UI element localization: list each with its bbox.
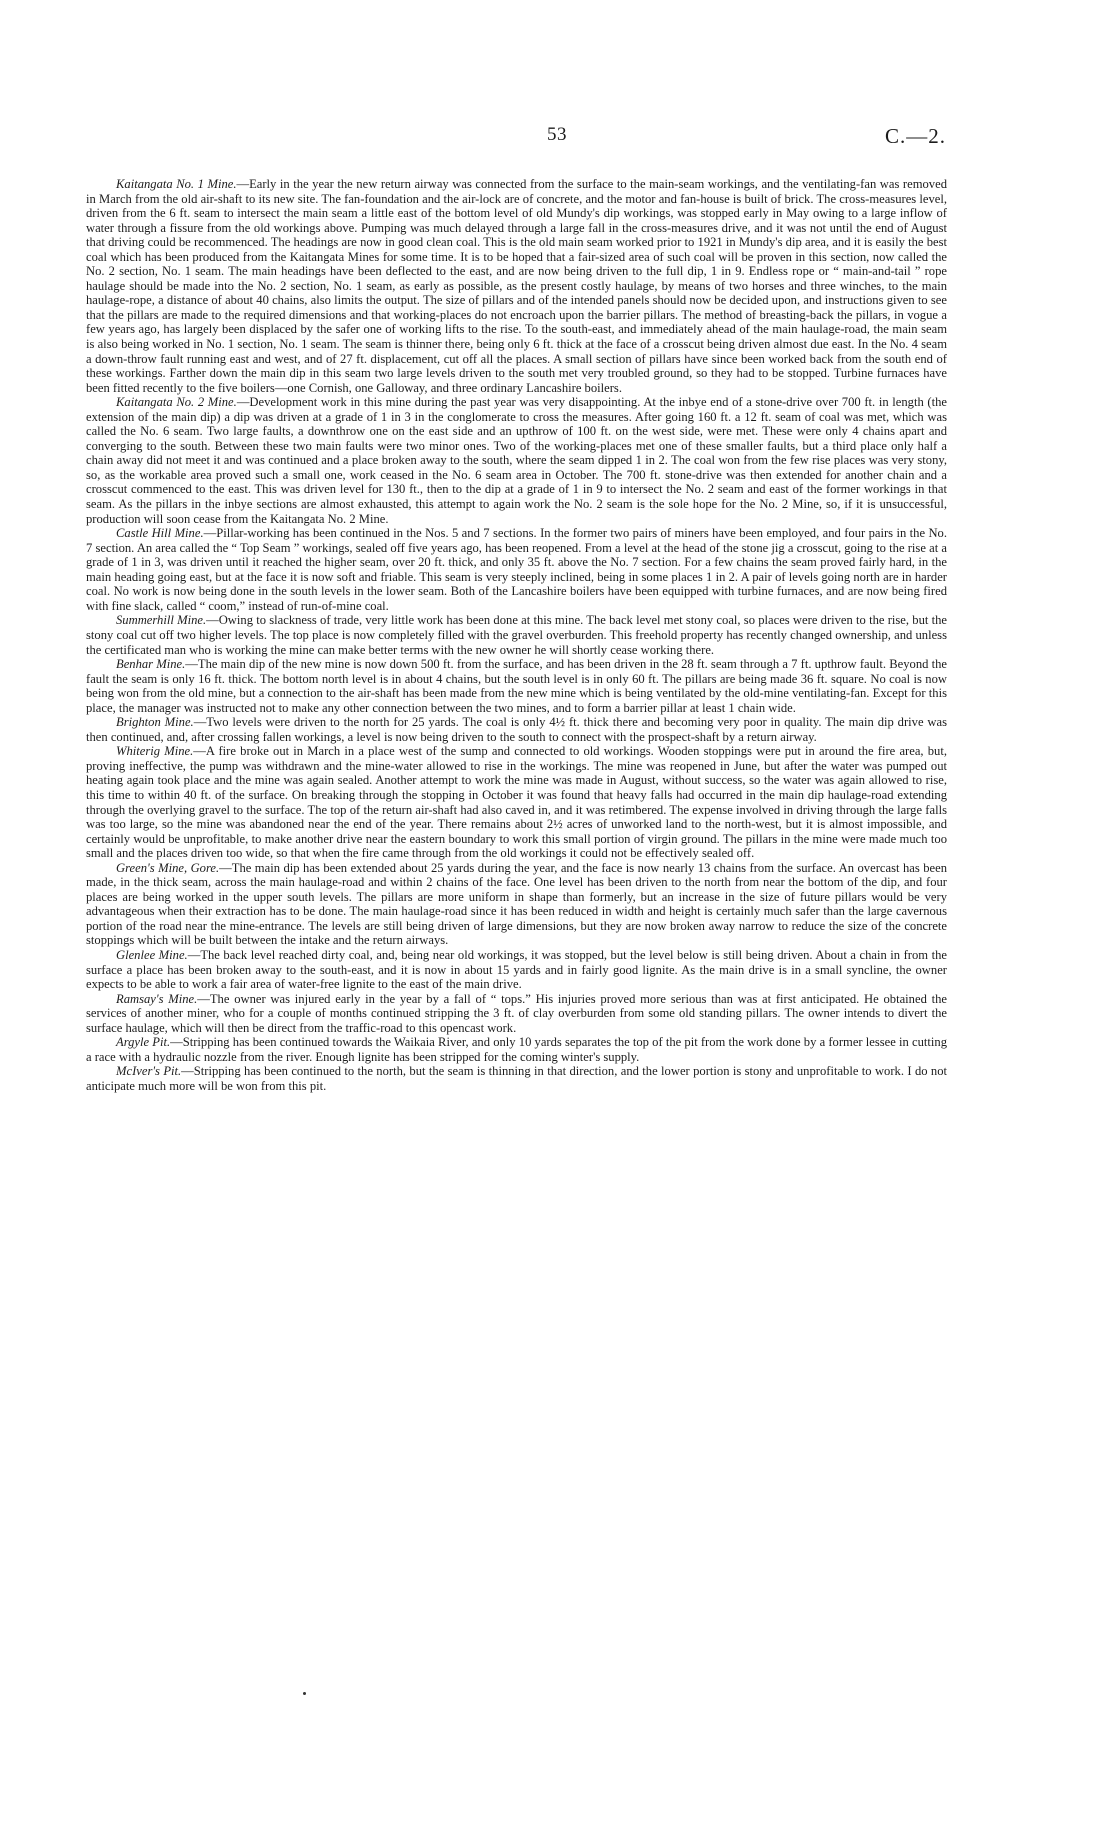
mine-name: Kaitangata No. 1 Mine. [116, 177, 237, 191]
paragraph-text: —A fire broke out in March in a place west of the sump and connected to old workings. Wooden stoppings were put in around the fire area, but, proving ineffective, the pump was withdrawn and the mine-water allowed to rise in the workings. The mine was reopened in June, but after the water was pumped out heating again took place and the mine was again sealed. Another attempt to work the mine was made in August, without success, so the water was again allowed to rise, this time to within 40 ft. of the surface. On breaking through the stopping in October it was found that heavy falls had occurred in the main dip haulage-road extending through the overlying gravel to the surface. The top of the return air-shaft had also caved in, and it was retimbered. The expense involved in driving through the large falls was too large, so the mine was abandoned near the end of the year. There remains about 2½ acres of unworked land to the north-west, but it is almost impossible, and certainly would be unprofitable, to make another drive near the eastern boundary to work this small portion of virgin ground. The pillars in the mine were made much too small and the places driven too wide, so that when the fire came through from the old workings it could not be effectively sealed off. [86, 744, 947, 861]
paragraph-greens-mine [86, 861, 947, 948]
paragraph-summerhill [86, 613, 947, 657]
paragraph-glenlee [86, 948, 947, 992]
paragraph-text: —Stripping has been continued towards the Waikaia River, and only 10 yards separates the top of the pit from the work done by a former lessee in cutting a race with a hydraulic nozzle from the river. Enough lignite has been stripped for the coming winter's supply. [86, 1035, 947, 1064]
print-speck [303, 1692, 306, 1695]
mine-name: Argyle Pit. [116, 1035, 171, 1050]
mine-name: Benhar Mine. [116, 657, 186, 672]
paragraph-text: —The owner was injured early in the year by a fall of “ tops.” His injuries proved more serious than was at first anticipated. He obtained the services of another miner, who for a couple of months continued stripping the 3 ft. of clay overburden from some old standing pillars. The owner intends to divert the surface haulage, which will then be direct from the traffic-road to this opencast work. [86, 991, 948, 1035]
document-reference: C.—2. [884, 124, 946, 148]
paragraph-text: —Owing to slackness of trade, very little work has been done at this mine. The back level met stony coal, so places were driven to the rise, but the stony coal cut off two higher levels. The top place is now completely filled with the gravel overburden. This freehold property has recently changed ownership, and unless the certificated man who is working the mine can make better terms with the new owner he will shortly cease working there. [86, 613, 947, 657]
paragraph-text: —The main dip has been extended about 25 yards during the year, and the face is now nearly 13 chains from the surface. An overcast has been made, in the thick seam, across the main haulage-road and within 2 chains of the face. One level has been driven to the north from near the bottom of the dip, and four places are being worked in the upper south levels. The pillars are more uniform in shape than formerly, but an increase in the size of future pillars would be very advantageous when their extraction has to be done. The main haulage-road since it has been reduced in width and height is certainly much safer than the large cavernous portion of the road near the mine-entrance. The levels are still being driven of large dimensions, but they are now broken away narrow to reduce the size of the concrete stoppings which will be built between the intake and the return airways. [86, 860, 947, 948]
mine-name: Whiterig Mine. [116, 744, 194, 759]
paragraph-benhar [86, 657, 947, 715]
paragraph-mcivers-pit [86, 1064, 947, 1093]
paragraph-ramsays-mine [86, 992, 947, 1036]
paragraph-kaitangata-no2 [86, 395, 947, 526]
page-number: 53 [547, 124, 567, 145]
paragraph-castle-hill [86, 526, 947, 613]
paragraph-kaitangata-no1 [86, 177, 947, 395]
mine-name: Green's Mine, Gore. [116, 860, 220, 875]
paragraph-text: —Pillar-working has been continued in the Nos. 5 and 7 sections. In the former two pairs of miners have been employed, and four pairs in the No. 7 section. An area called the “ Top Seam ” workings, sealed off five years ago, has been reopened. From a level at the head of the stone jig a crosscut, going to the rise at a grade of 1 in 3, was driven until it reached the higher seam, over 20 ft. thick, and only 35 ft. above the No. 7 section. For a few chains the seam proved fairly hard, in the main heading going east, but at the face it is now soft and friable. This seam is very steeply inclined, being in some places 1 in 2. A pair of levels going north are in harder coal. No work is now being done in the south levels in the lower seam. Both of the Lancashire boilers have been equipped with turbine furnaces, and are now being fired with fine slack, called “ coom,” instead of run-of-mine coal. [86, 526, 947, 613]
paragraph-text: —The main dip of the new mine is now down 500 ft. from the surface, and has been driven in the 28 ft. seam through a 7 ft. upthrow fault. Beyond the fault the seam is only 16 ft. thick. The bottom north level is in about 4 chains, but the south level is in only 60 ft. The pillars are being made 36 ft. square. No coal is now being won from the old mine, but a connection to the air-shaft has been made from the new mine which is being ventilated by the old-mine ventilating-fan. Except for this place, the manager was instructed not to make any other connection between the two mines, and to form a barrier pillar at least 1 chain wide. [86, 657, 948, 715]
paragraph-text: —Early in the year the new return airway was connected from the surface to the main-seam workings, and the ventilating-fan was removed in March from the old air-shaft to its new site. The fan-foundation and the air-lock are of concrete, and the motor and fan-house is built of brick. The cross-measures level, driven from the 6 ft. seam to intersect the main seam a little east of the bottom level of old Mundy's dip workings, was stopped early in May owing to a large inflow of water through a fissure from the old workings above. Pumping was much delayed through a large fall in the cross-measures drive, and it was not until the end of August that driving could be recommenced. The headings are now in good clean coal. This is the old main seam worked prior to 1921 in Mundy's dip area, and it is easily the best coal which has been produced from the Kaitangata Mines for some time. It is to be hoped that a fair-sized area of such coal will be proven in this section, now called the No. 2 section, No. 1 seam. The main headings have been deflected to the east, and are now being driven to the full dip, 1 in 9. Endless rope or “ main-and-tail ” rope haulage should be made into the No. 2 section, No. 1 seam, as early as possible, as the present costly haulage, by means of two horses and three winches, to the main haulage-rope, a distance of about 40 chains, also limits the output. The size of pillars and of the intended panels should now be decided upon, and instructions given to see that the pillars are made to the required dimensions and that working-places do not encroach upon the barrier pillars. The method of breasting-back the pillars, in vogue a few years ago, has largely been displaced by the safer one of working lifts to the rise. To the south-east, and immediately ahead of the main haulage-road, the main seam is also being worked in No. 1 section, No. 1 seam. The seam is thinner there, being only 6 ft. thick at the face of a crosscut being driven almost due east. In the No. 4 seam a down-throw fault running east and west, and of 27 ft. displacement, cut off all the places. A small section of pillars have since been worked back from the south end of these workings. Farther down the main dip in this seam two large levels driven to the south met very troubled ground, so they had to be stopped. Turbine furnaces have been fitted recently to the five boilers—one Cornish, one Galloway, and three ordinary Lancashire boilers. [86, 177, 947, 395]
paragraph-whiterig [86, 744, 947, 860]
paragraph-text: —Two levels were driven to the north for 25 yards. The coal is only 4½ ft. thick there and becoming very poor in quality. The main dip drive was then continued, and, after crossing fallen workings, a level is now being driven to the south to connect with the prospect-shaft by a return airway. [86, 715, 947, 744]
mine-name: Brighton Mine. [116, 715, 194, 730]
mine-name: McIver's Pit. [116, 1064, 182, 1079]
mine-name: Ramsay's Mine. [116, 991, 198, 1006]
paragraph-brighton [86, 715, 947, 744]
paragraph-text: —Stripping has been continued to the north, but the seam is thinning in that direction, and the lower portion is stony and unprofitable to work. I do not anticipate much more will be won from this pit. [86, 1064, 947, 1093]
mine-name: Castle Hill Mine. [116, 526, 204, 541]
report-body [86, 177, 947, 1093]
paragraph-text: —The back level reached dirty coal, and, being near old workings, it was stopped, but the level below is still being driven. About a chain in from the surface a place has been broken away to the south-east, and it is now in about 15 yards and in fairly good lignite. As the main drive is in a small syncline, the owner expects to be able to work a fair area of water-free lignite to the east of the main drive. [86, 947, 947, 992]
paragraph-argyle-pit [86, 1035, 947, 1064]
mine-name: Glenlee Mine. [116, 947, 188, 962]
mine-name: Kaitangata No. 2 Mine. [116, 395, 237, 410]
mine-name: Summerhill Mine. [116, 613, 207, 628]
paragraph-text: —Development work in this mine during the past year was very disappointing. At the inbye end of a stone-drive over 700 ft. in length (the extension of the main dip) a dip was driven at a grade of 1 in 3 in the conglomerate to cross the measures. After going 160 ft. a 12 ft. seam of coal was met, which was called the No. 6 seam. Two large faults, a downthrow one on the east side and an upthrow of 100 ft. on the west side, were met. These were only 4 chains apart and converging to the south. Between these two main faults were two minor ones. Two of the working-places met one of these smaller faults, but a third place only half a chain away did not meet it and was continued and a place broken away to the south, where the seam dipped 1 in 2. The coal won from the few rise places was very stony, so, as the workable area proved such a small one, work ceased in the No. 6 seam area in October. The 700 ft. stone-drive was then extended for another chain and a crosscut commenced to the east. This was driven level for 130 ft., then to the dip at a grade of 1 in 9 to intersect the No. 2 seam and east of the former workings in that seam. As the pillars in the inbye sections are almost exhausted, this attempt to again work the No. 2 seam is the sole hope for the No. 2 Mine, so, if it is unsuccessful, production will soon cease from the Kaitangata No. 2 Mine. [86, 395, 947, 526]
